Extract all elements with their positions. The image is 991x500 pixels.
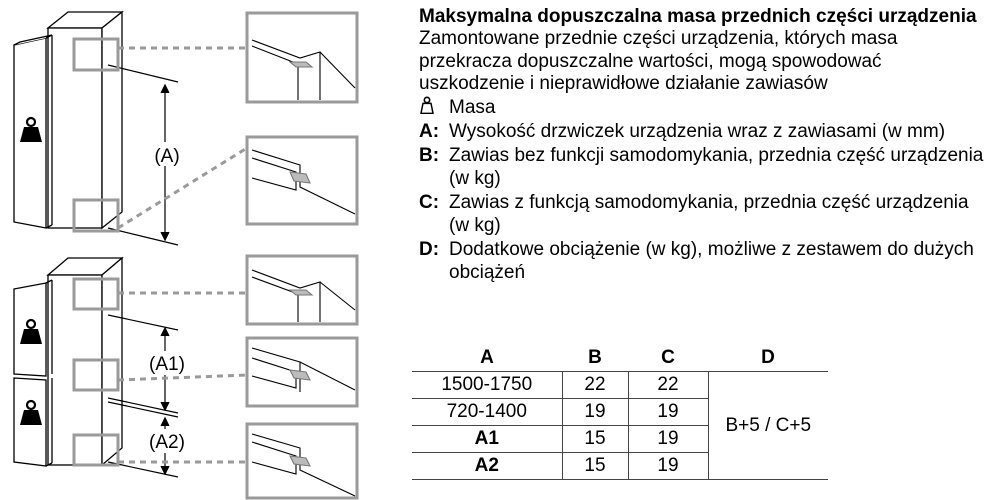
legend-text: Zawias bez funkcji samodomykania, przednia część urządzenia (w kg) (449, 144, 984, 189)
legend-key: C: (419, 191, 440, 213)
col-header-b: B (562, 345, 628, 372)
legend-item-c (419, 191, 984, 238)
cell-a: 1500-1750 (412, 372, 562, 399)
cell-b: 15 (562, 453, 628, 480)
appliance-top (14, 12, 122, 228)
col-header-a: A (412, 345, 562, 372)
legend-item-d (419, 238, 984, 285)
legend-text: Dodatkowe obciążenie (w kg), możliwe z zestawem do dużych obciążeń (449, 238, 974, 283)
cell-d: B+5 / C+5 (708, 372, 828, 480)
cell-c: 19 (628, 453, 708, 480)
section-title: Maksymalna dopuszczalna masa przednich części urządzenia (419, 6, 977, 27)
dim-label-a: (A) (154, 146, 180, 167)
section-description: Zamontowane przednie części urządzenia, których masa przekracza dopuszczalne wartości, mogą spowodować uszkodzenie i nieprawidłowe działanie zawiasów (419, 28, 898, 94)
legend-item-mass (419, 96, 984, 121)
legend-item-b (419, 144, 984, 191)
legend-item-a (419, 120, 984, 144)
col-header-d: D (708, 345, 828, 372)
cell-c: 19 (628, 426, 708, 453)
col-header-c: C (628, 345, 708, 372)
legend-text: Masa (449, 96, 496, 118)
hinge-diagram (0, 0, 400, 500)
legend-key: B: (419, 144, 440, 166)
weight-icon (419, 96, 449, 121)
cell-b: 22 (562, 372, 628, 399)
table-header-row (412, 345, 828, 372)
cell-a: A1 (412, 426, 562, 453)
weight-table (412, 345, 828, 480)
cell-a: 720-1400 (412, 399, 562, 426)
legend-key: A: (419, 121, 440, 142)
table-row (412, 372, 828, 399)
legend-text: Wysokość drzwiczek urządzenia wraz z zawiasami (w mm) (449, 121, 946, 142)
cell-b: 19 (562, 399, 628, 426)
cell-c: 19 (628, 399, 708, 426)
text-panel (419, 6, 984, 285)
legend (419, 96, 984, 285)
cell-b: 15 (562, 426, 628, 453)
hinge-detail-boxes (247, 13, 357, 498)
dim-label-a1: (A1) (149, 354, 185, 375)
legend-text: Zawias z funkcją samodomykania, przednia część urządzenia (w kg) (449, 191, 969, 236)
cell-c: 22 (628, 372, 708, 399)
cell-a: A2 (412, 453, 562, 480)
dim-label-a2: (A2) (149, 432, 185, 453)
legend-key: D: (419, 238, 440, 260)
